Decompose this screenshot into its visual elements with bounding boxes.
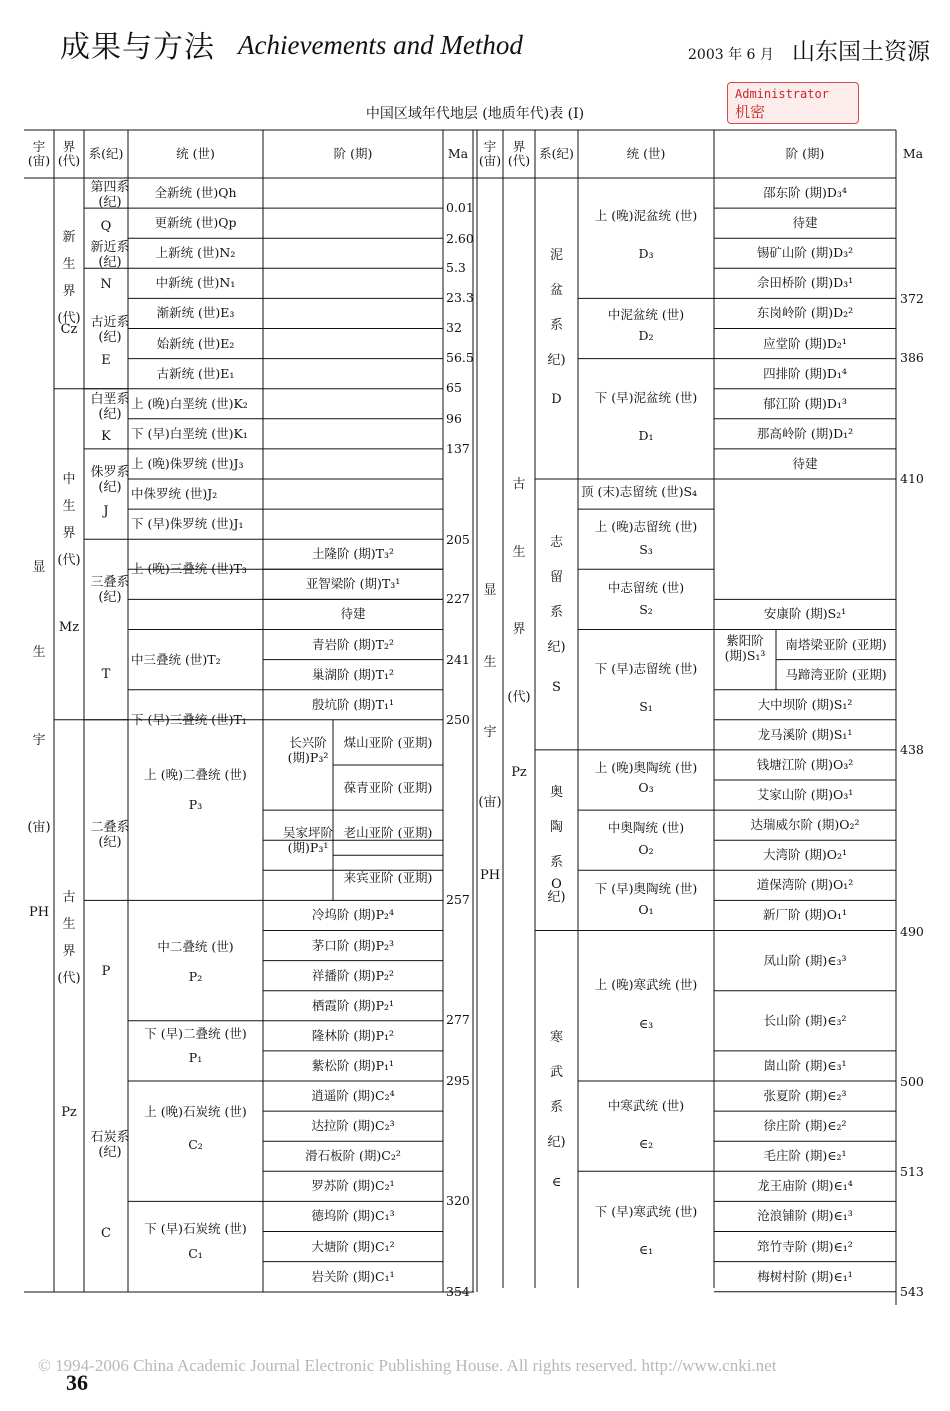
column-header: 界(代) [507,139,531,168]
substage-label: 来宾亚阶 (亚期) [343,870,433,886]
series-label: 上 (晚)三叠统 (世)T₃ [131,561,247,577]
ma-value: 500 [900,1074,924,1089]
system-code: S [552,680,561,695]
system-label: 新近系(纪) [90,240,130,270]
substage-label: 南塔梁亚阶 (亚期) [785,636,887,652]
series-label: 上 (晚)寒武统 (世) [594,977,698,992]
ma-value: 32 [446,320,462,335]
series-label: 中二叠统 (世) [157,938,234,954]
column-header: 系(纪) [88,146,124,161]
stage-label: 佘田桥阶 (期)D₃¹ [756,275,854,291]
stage-label: 紫阳阶 (期)S₁³ [724,632,766,663]
ma-value: 23.3 [446,290,474,305]
series-code: P₁ [188,1049,203,1065]
era-label: 古 [512,477,526,492]
era-label: (代) [57,553,81,568]
stage-label: 应堂阶 (期)D₂¹ [763,335,847,351]
series-label: 中侏罗统 (世)J₂ [131,486,218,501]
series-label: 下 (早)志留统 (世) [594,661,698,676]
ma-value: 65 [446,380,462,395]
stage-label: 滑石板阶 (期)C₂² [305,1148,401,1164]
column-header: 系(纪) [539,146,574,161]
stage-label: 龙马溪阶 (期)S₁¹ [757,726,853,742]
eon-label: (宙) [27,820,51,835]
series-label: 下 (早)石炭统 (世) [144,1221,247,1237]
stage-label: 岩关阶 (期)C₁¹ [311,1268,395,1284]
series-label: D₁ [638,428,654,443]
stage-label: 崮山阶 (期)∈₃¹ [763,1057,847,1073]
ma-value: 372 [900,291,924,306]
ma-value: 56.5 [446,350,474,365]
stage-label: 待建 [340,606,366,622]
system-label: 纪) [547,353,566,368]
journal-name: 山东国土资源 [792,39,930,65]
series-label: 更新统 (世)Qp [154,215,237,231]
era-code: Pz [511,765,527,780]
eon-label: 生 [32,645,46,660]
system-code: K [101,429,111,444]
era-label: 新 [62,230,76,245]
system-label: 二叠系(纪) [90,820,130,850]
column-header: 界(代) [57,139,81,168]
substage-label: 老山亚阶 (亚期) [343,825,433,841]
stamp-label: 机密 [735,103,766,121]
eon-label: 宇 [32,733,46,748]
system-label: 留 [549,570,563,585]
series-label: 上 (晚)奥陶统 (世) [594,760,698,775]
era-label: 古 [62,890,76,905]
series-label: D₂ [638,328,654,343]
ma-value: 205 [446,532,470,547]
page-number: 36 [66,1370,88,1395]
series-label: 下 (早)泥盆统 (世) [594,390,698,405]
column-header: 统 (世) [176,146,215,161]
system-code: E [101,353,111,368]
series-label: S₁ [639,699,653,714]
ma-value: 543 [900,1284,924,1299]
series-label: O₃ [638,780,654,795]
series-label: 渐新统 (世)E₃ [156,305,235,321]
stage-label: 凤山阶 (期)∈₃³ [763,952,847,968]
stage-label: 锡矿山阶 (期)D₃² [756,245,854,261]
system-label: 奥 [549,785,563,800]
ma-value: 227 [446,591,470,606]
eon-label: 生 [483,655,497,670]
series-label: 下 (早)白垩统 (世)K₁ [131,425,248,441]
series-label: 中新统 (世)N₁ [155,275,236,291]
stage-label: 紫松阶 (期)P₁¹ [311,1057,395,1073]
stage-label: 达瑞威尔阶 (期)O₂² [750,817,860,833]
stage-label: 沧浪铺阶 (期)∈₁³ [757,1208,853,1224]
system-label: 纪) [547,640,566,655]
series-label: 下 (早)奥陶统 (世) [594,881,698,896]
series-label: S₃ [639,542,653,557]
stage-label: 大中坝阶 (期)S₁² [757,696,853,712]
stage-label: 徐庄阶 (期)∈₂² [763,1118,847,1134]
era-label: 界 [62,526,76,541]
ma-value: 354 [446,1284,470,1299]
ma-value: 277 [446,1012,470,1027]
stage-label: 逍遥阶 (期)C₂⁴ [311,1088,395,1103]
system-code: O [551,877,562,892]
series-label: 中三叠统 (世)T₂ [131,651,221,667]
system-code: T [101,667,111,682]
system-label: 系 [549,855,563,870]
system-label: 三叠系(纪) [90,575,130,605]
system-label: 古近系(纪) [90,315,130,345]
system-code: C [101,1226,111,1241]
stage-label: 大湾阶 (期)O₂¹ [763,847,847,863]
system-label: 寒 [549,1030,563,1045]
system-label: 系 [549,318,563,333]
system-code: P [101,964,111,979]
era-label: 中 [62,472,76,487]
series-code: C₁ [188,1245,203,1261]
ma-value: 96 [446,411,462,426]
stage-label: 青岩阶 (期)T₂² [311,636,395,652]
system-label: 纪) [547,890,566,905]
series-label: ∈₃ [638,1016,654,1031]
system-label: 陶 [549,820,563,835]
series-label: 中志留统 (世) [607,580,685,595]
era-label: 界 [62,944,76,959]
system-code: Q [100,219,112,234]
stage-label: 龙王庙阶 (期)∈₁⁴ [757,1178,853,1194]
series-label: O₂ [638,842,654,857]
series-label: 上 (晚)石炭统 (世) [144,1104,247,1120]
eon-label: 显 [32,560,46,575]
era-label: 生 [62,917,76,932]
series-code: P₃ [188,797,203,813]
system-label: 志 [549,535,563,550]
eon-label: PH [28,905,50,920]
stage-label: 吴家坪阶 (期)P₃¹ [282,825,333,856]
column-header: 阶 (期) [333,146,373,161]
system-code: ∈ [551,1175,562,1190]
system-code: N [100,277,112,292]
era-label: 生 [62,257,76,272]
stamp-user: Administrator [735,87,829,101]
series-label: 中泥盆统 (世) [607,307,685,322]
column-header: 宇(宙) [478,139,502,168]
ma-value: 386 [900,350,924,365]
ma-value: 0.01 [446,200,474,215]
table-title: 中国区域年代地层 (地质年代)表 (Ⅰ) [365,106,585,122]
ma-value: 2.60 [446,231,474,246]
stage-label: 长山阶 (期)∈₃² [763,1012,847,1028]
system-label: 第四系(纪) [90,180,130,210]
series-label: S₂ [639,602,653,617]
stage-label: 隆林阶 (期)P₁² [311,1027,395,1043]
ma-value: 257 [446,892,470,907]
substage-label: 葆青亚阶 (亚期) [343,779,433,795]
stage-label: 筇竹寺阶 (期)∈₁² [757,1238,853,1254]
column-header: 统 (世) [626,146,666,161]
era-label: 生 [62,499,76,514]
stage-label: 待建 [792,455,818,471]
column-header: Ma [447,146,469,161]
series-label: 上新统 (世)N₂ [155,245,236,261]
stage-label: 新厂阶 (期)O₁¹ [763,907,847,923]
ma-value: 438 [900,742,924,757]
system-code: D [551,392,562,407]
era-code: Pz [61,1105,77,1120]
series-label: 上 (晚)白垩统 (世)K₂ [131,395,248,411]
system-label: 系 [549,605,563,620]
column-header: 宇(宙) [27,139,51,168]
series-label: 下 (早)二叠统 (世) [144,1025,247,1041]
eon-label: PH [479,868,501,883]
series-label: 下 (早)三叠统 (世)T₁ [131,711,247,727]
stage-label: 毛庄阶 (期)∈₂¹ [763,1148,847,1164]
series-label: ∈₁ [638,1242,654,1257]
stage-label: 那高岭阶 (期)D₁² [756,425,854,441]
ma-value: 513 [900,1164,924,1179]
stage-label: 四排阶 (期)D₁⁴ [763,365,847,381]
stage-label: 张夏阶 (期)∈₂³ [763,1088,847,1103]
ma-value: 137 [446,441,470,456]
stage-label: 罗苏阶 (期)C₂¹ [311,1178,395,1194]
copyright-footer: © 1994-2006 China Academic Journal Electronic Publishing House. All rights reserved. http://www.cnki.net [38,1356,777,1375]
system-code: J [103,504,109,519]
series-label: 上 (晚)志留统 (世) [594,519,698,534]
series-label: 上 (晚)泥盆统 (世) [594,208,698,223]
era-code: Mz [58,620,80,635]
stage-label: 梅树村阶 (期)∈₁¹ [757,1268,853,1284]
era-label: (代) [507,690,531,705]
series-label: 全新统 (世)Qh [154,185,237,200]
eon-label: 显 [483,583,497,598]
stage-label: 殷坑阶 (期)T₁¹ [311,696,395,712]
eon-label: (宙) [478,795,502,810]
system-label: 泥 [549,248,563,263]
stage-label: 冷坞阶 (期)P₂⁴ [311,907,395,923]
ma-value: 410 [900,471,924,486]
column-header: Ma [902,146,924,161]
ma-value: 250 [446,712,470,727]
journal-section-title: 成果与方法 [60,30,215,65]
era-label: (代) [57,971,81,986]
ma-value: 241 [446,652,470,667]
era-label: 生 [512,545,526,560]
stage-label: 艾家山阶 (期)O₃¹ [756,787,854,802]
stage-label: 茅口阶 (期)P₂³ [311,937,395,953]
eon-label: 宇 [483,725,497,740]
stage-label: 郁江阶 (期)D₁³ [763,395,847,411]
stage-label: 安康阶 (期)S₂¹ [763,606,847,622]
journal-section-title-en: Achievements and Method [238,30,523,60]
stage-label: 祥播阶 (期)P₂² [311,967,395,983]
series-label: 始新统 (世)E₂ [156,335,235,351]
series-label: 中寒武统 (世) [607,1098,685,1113]
series-label: 上 (晚)侏罗统 (世)J₃ [131,455,244,471]
series-label: 上 (晚)二叠统 (世) [144,766,247,782]
substage-label: 马蹄湾亚阶 (亚期) [785,666,887,682]
series-code: P₂ [188,968,203,984]
series-label: 中奥陶统 (世) [607,820,685,835]
stage-label: 巢湖阶 (期)T₁² [311,666,395,682]
era-label: 界 [62,284,76,299]
series-label: 古新统 (世)E₁ [156,365,235,381]
ma-value: 295 [446,1073,470,1088]
stage-label: 德坞阶 (期)C₁³ [311,1208,395,1224]
series-label: 下 (早)侏罗统 (世)J₁ [131,516,244,532]
stage-label: 栖霞阶 (期)P₂¹ [311,997,395,1013]
system-label: 石炭系(纪) [90,1130,130,1160]
stage-label: 达拉阶 (期)C₂³ [311,1118,395,1134]
system-label: 盆 [549,283,563,298]
system-label: 侏罗系(纪) [90,465,130,495]
stage-label: 东岗岭阶 (期)D₂² [756,305,854,321]
stage-label: 长兴阶 (期)P₃² [287,734,329,765]
stage-label: 道保湾阶 (期)O₁² [756,877,854,893]
system-label: 系 [549,1100,563,1115]
system-label: 白垩系(纪) [90,392,130,422]
series-code: C₂ [188,1137,203,1153]
stage-label: 待建 [792,215,818,231]
era-label: 界 [512,622,526,637]
series-label: D₃ [638,246,654,261]
system-label: 纪) [547,1135,566,1150]
ma-value: 320 [446,1193,470,1208]
series-label: O₁ [638,902,654,917]
issue-date: 2003 年 6 月 [688,47,774,63]
ma-value: 490 [900,924,924,939]
ma-value: 5.3 [446,260,466,275]
series-label: 顶 (末)志留统 (世)S₄ [581,484,698,499]
stage-label: 大塘阶 (期)C₁² [311,1238,395,1254]
stage-label: 亚智梁阶 (期)T₃¹ [305,576,401,592]
series-label: 下 (早)寒武统 (世) [594,1204,698,1219]
era-code: Cz [60,322,78,337]
stage-label: 邵东阶 (期)D₃⁴ [763,185,847,200]
era-label: (代) [57,311,81,326]
stage-label: 土隆阶 (期)T₃² [311,546,395,562]
system-label: 武 [549,1065,563,1080]
stage-label: 钱塘江阶 (期)O₃² [756,756,854,772]
substage-label: 煤山亚阶 (亚期) [343,734,433,750]
series-label: ∈₂ [638,1136,654,1151]
column-header: 阶 (期) [785,146,825,161]
